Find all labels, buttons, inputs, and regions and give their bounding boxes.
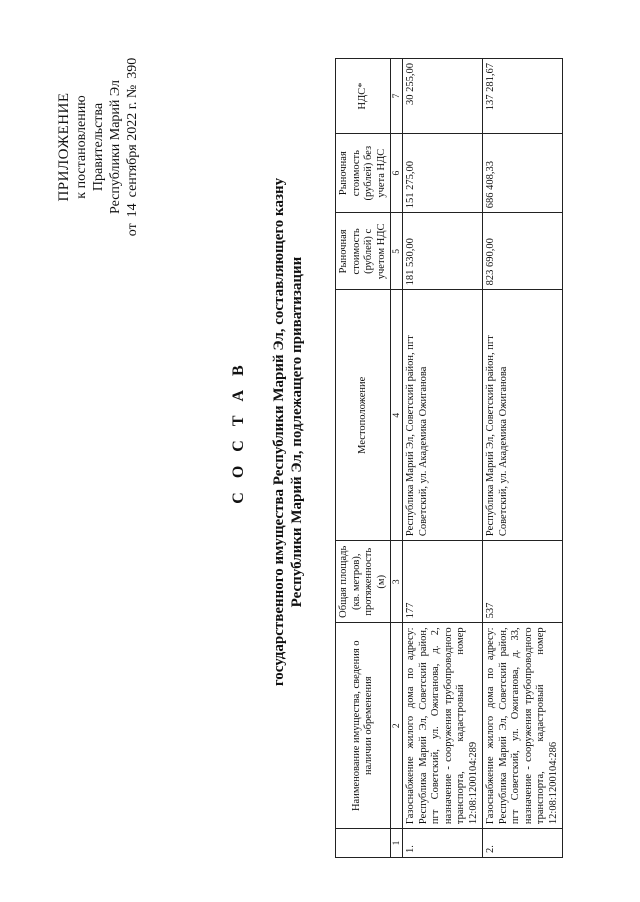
header-num [336,829,391,858]
row-vat: 30 255,00 [403,59,483,134]
header-name: Наименование имущества, сведения о наличии обременения [336,623,391,829]
table-header-row [336,59,391,858]
row-location: Республика Марий Эл, Советский район, пгт Советский, ул. Академика Ожиганова [403,290,483,541]
appendix-block [56,52,141,242]
row-vat: 137 281,67 [483,59,563,134]
header-location: Местоположение [336,290,391,541]
table-row [483,59,563,858]
appendix-from: от [125,223,140,237]
header-price-without-vat: Рыночная стоимость (рублей) без учета НДС [336,134,391,213]
row-price-without-vat: 686 408,33 [483,134,563,213]
index-cell: 2 [391,623,403,829]
heading-line-2: Республики Марий Эл, подлежащего приватизации [289,256,305,608]
row-num: 2. [483,829,563,858]
appendix-line-1: к постановлению Правительства [74,95,106,199]
appendix-date-rest: сентября 2022 г. № [125,84,140,198]
index-cell: 7 [391,59,403,134]
property-table [335,58,563,858]
row-location: Республика Марий Эл, Советский район, пгт Советский, ул. Академика Ожиганова [483,290,563,541]
row-price-with-vat: 181 530,00 [403,213,483,290]
row-name: Газоснабжение жилого дома по адресу: Республика Марий Эл, Советский район, пгт Советский, ул. Ожиганова, д. 33, назначение - сооружения трубопроводного транспорта, кадастровый номер 12:08:1200104:286 [483,623,563,829]
appendix-number: 390 [125,57,140,79]
row-name: Газоснабжение жилого дома по адресу: Республика Марий Эл, Советский район, пгт Советский, ул. Ожиганова, д. 2, назначение - сооружения трубопроводного транспорта, кадастровый номер 12:08:1200104:289 [403,623,483,829]
row-price-with-vat: 823 690,00 [483,213,563,290]
index-cell: 5 [391,213,403,290]
index-cell: 3 [391,541,403,623]
header-vat: НДС* [336,59,391,134]
appendix-date-line [124,52,141,242]
row-num: 1. [403,829,483,858]
table-index-row [391,59,403,858]
heading-title: С О С Т А В [230,360,247,504]
header-price-with-vat: Рыночная стоимость (рублей) с учетом НДС [336,213,391,290]
appendix-line-2: Республики Марий Эл [108,80,123,214]
header-area: Общая площадь (кв. метров), протяженность (м) [336,541,391,623]
index-cell: 6 [391,134,403,213]
appendix-day: 14 [125,203,140,218]
index-cell: 1 [391,829,403,858]
index-cell: 4 [391,290,403,541]
appendix-title: ПРИЛОЖЕНИЕ [56,92,72,202]
row-area: 537 [483,541,563,623]
heading-line-1: государственного имущества Республики Марий Эл, составляющего казну [271,177,287,687]
row-area: 177 [403,541,483,623]
table-row [403,59,483,858]
document-heading [230,52,306,812]
row-price-without-vat: 151 275,00 [403,134,483,213]
